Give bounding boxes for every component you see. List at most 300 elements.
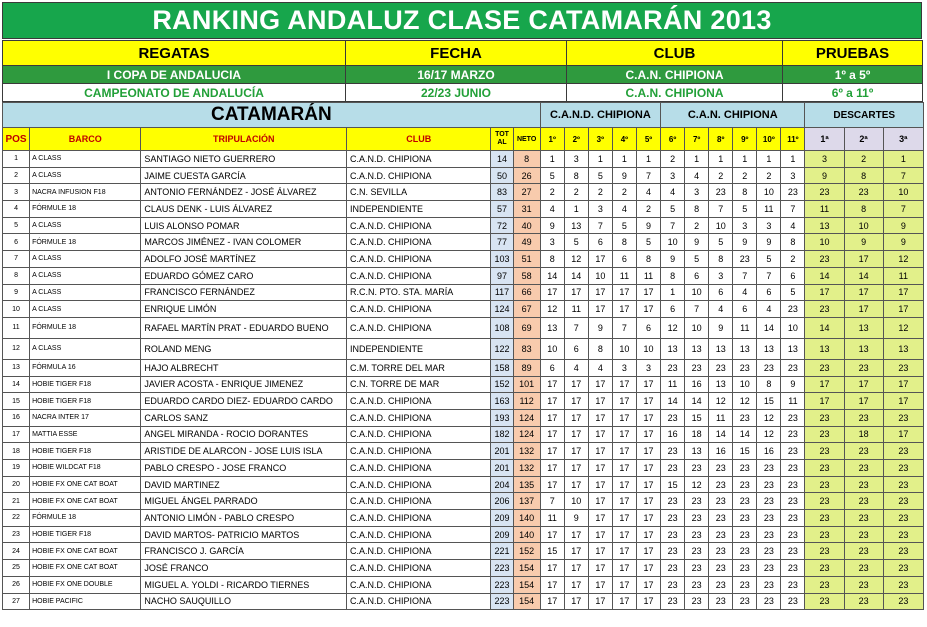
cell-net: 83: [513, 338, 540, 359]
cell-pos: 9: [3, 284, 30, 301]
cell-race-1: 17: [540, 593, 564, 610]
cell-race-1: 5: [540, 167, 564, 184]
cell-pos: 18: [3, 443, 30, 460]
cell-race-10: 23: [757, 476, 781, 493]
cell-race-5: 9: [636, 217, 660, 234]
col-race-11: 11º: [781, 128, 805, 151]
cell-race-11: 23: [781, 443, 805, 460]
cell-race-8: 2: [709, 167, 733, 184]
cell-race-5: 17: [636, 476, 660, 493]
cell-race-8: 11: [709, 409, 733, 426]
cell-race-4: 17: [612, 301, 636, 318]
cell-race-9: 14: [733, 426, 757, 443]
cell-discard-2: 23: [844, 576, 883, 593]
cell-race-4: 17: [612, 376, 636, 393]
table-row[interactable]: [3, 393, 924, 410]
cell-race-5: 8: [636, 251, 660, 268]
cell-discard-3: 7: [883, 201, 923, 218]
cell-race-3: 8: [588, 338, 612, 359]
cell-race-3: 4: [588, 359, 612, 376]
cell-net: 124: [513, 409, 540, 426]
cell-net: 140: [513, 510, 540, 527]
cell-race-9: 23: [733, 560, 757, 577]
table-row[interactable]: [3, 426, 924, 443]
cell-discard-1: 23: [805, 510, 844, 527]
cell-discard-1: 23: [805, 593, 844, 610]
cell-race-6: 23: [661, 443, 685, 460]
cell-race-7: 12: [685, 476, 709, 493]
info-regatta-name: CAMPEONATO DE ANDALUCÍA: [3, 84, 346, 102]
info-row-campeonato: [3, 84, 923, 102]
cell-boat: NACRA INTER 17: [30, 409, 141, 426]
cell-discard-1: 23: [805, 251, 844, 268]
table-row[interactable]: [3, 359, 924, 376]
cell-race-3: 5: [588, 167, 612, 184]
cell-discard-3: 12: [883, 317, 923, 338]
cell-race-11: 5: [781, 284, 805, 301]
cell-race-7: 5: [685, 251, 709, 268]
col-race-6: 6º: [661, 128, 685, 151]
cell-race-8: 23: [709, 543, 733, 560]
table-row[interactable]: [3, 267, 924, 284]
cell-total: 223: [491, 560, 513, 577]
cell-race-9: 4: [733, 284, 757, 301]
cell-race-3: 17: [588, 251, 612, 268]
cell-pos: 2: [3, 167, 30, 184]
cell-pos: 3: [3, 184, 30, 201]
cell-pos: 1: [3, 151, 30, 168]
cell-club: C.A.N.D. CHIPIONA: [347, 526, 491, 543]
cell-discard-1: 3: [805, 151, 844, 168]
cell-race-3: 17: [588, 510, 612, 527]
cell-race-1: 4: [540, 201, 564, 218]
cell-total: 103: [491, 251, 513, 268]
cell-boat: MATTIA ESSE: [30, 426, 141, 443]
table-row[interactable]: [3, 317, 924, 338]
cell-net: 137: [513, 493, 540, 510]
cell-race-11: 9: [781, 376, 805, 393]
table-row[interactable]: [3, 526, 924, 543]
cell-race-9: 1: [733, 151, 757, 168]
cell-race-11: 23: [781, 593, 805, 610]
cell-race-4: 17: [612, 543, 636, 560]
cell-race-10: 23: [757, 526, 781, 543]
cell-net: 154: [513, 560, 540, 577]
cell-race-2: 17: [564, 284, 588, 301]
cell-race-11: 23: [781, 460, 805, 477]
cell-race-8: 23: [709, 593, 733, 610]
cell-discard-3: 11: [883, 267, 923, 284]
cell-discard-2: 13: [844, 338, 883, 359]
regatta1-label: C.A.N.D. CHIPIONA: [540, 103, 660, 128]
cell-race-6: 23: [661, 526, 685, 543]
col-discard-2: 2ª: [844, 128, 883, 151]
cell-pos: 23: [3, 526, 30, 543]
cell-race-2: 17: [564, 593, 588, 610]
cell-discard-2: 2: [844, 151, 883, 168]
cell-discard-3: 23: [883, 443, 923, 460]
cell-discard-2: 17: [844, 393, 883, 410]
cell-race-9: 23: [733, 510, 757, 527]
col-net: NETO: [513, 128, 540, 151]
col-race-5: 5º: [636, 128, 660, 151]
cell-discard-1: 23: [805, 426, 844, 443]
cell-race-6: 23: [661, 359, 685, 376]
cell-club: C.M. TORRE DEL MAR: [347, 359, 491, 376]
cell-crew: ROLAND MENG: [141, 338, 347, 359]
cell-race-4: 10: [612, 338, 636, 359]
cell-race-5: 17: [636, 526, 660, 543]
cell-boat: A CLASS: [30, 151, 141, 168]
cell-race-2: 12: [564, 251, 588, 268]
cell-club: INDEPENDIENTE: [347, 201, 491, 218]
cell-crew: JAIME CUESTA GARCÍA: [141, 167, 347, 184]
cell-discard-3: 17: [883, 301, 923, 318]
col-race-1: 1º: [540, 128, 564, 151]
table-row[interactable]: [3, 443, 924, 460]
cell-club: C.A.N.D. CHIPIONA: [347, 476, 491, 493]
cell-discard-3: 23: [883, 560, 923, 577]
cell-race-4: 17: [612, 426, 636, 443]
cell-race-1: 17: [540, 476, 564, 493]
cell-race-1: 15: [540, 543, 564, 560]
table-row[interactable]: [3, 234, 924, 251]
cell-race-4: 3: [612, 359, 636, 376]
table-row[interactable]: [3, 493, 924, 510]
cell-race-9: 9: [733, 234, 757, 251]
table-row[interactable]: [3, 217, 924, 234]
cell-boat: A CLASS: [30, 217, 141, 234]
cell-race-1: 14: [540, 267, 564, 284]
cell-discard-3: 23: [883, 576, 923, 593]
cell-race-11: 6: [781, 267, 805, 284]
cell-discard-3: 17: [883, 426, 923, 443]
cell-race-8: 3: [709, 267, 733, 284]
cell-pos: 6: [3, 234, 30, 251]
cell-race-8: 13: [709, 376, 733, 393]
cell-race-6: 9: [661, 251, 685, 268]
cell-boat: A CLASS: [30, 301, 141, 318]
cell-club: C.A.N.D. CHIPIONA: [347, 151, 491, 168]
cell-total: 83: [491, 184, 513, 201]
cell-race-2: 17: [564, 426, 588, 443]
table-row[interactable]: [3, 151, 924, 168]
cell-discard-3: 17: [883, 376, 923, 393]
cell-race-9: 23: [733, 543, 757, 560]
cell-discard-3: 1: [883, 151, 923, 168]
cell-discard-2: 10: [844, 217, 883, 234]
cell-race-2: 17: [564, 560, 588, 577]
cell-race-5: 17: [636, 493, 660, 510]
cell-discard-3: 9: [883, 234, 923, 251]
cell-race-9: 23: [733, 493, 757, 510]
col-race-4: 4º: [612, 128, 636, 151]
cell-race-6: 23: [661, 493, 685, 510]
cell-race-2: 10: [564, 493, 588, 510]
cell-boat: HOBIE FX ONE CAT BOAT: [30, 543, 141, 560]
table-row[interactable]: [3, 576, 924, 593]
cell-race-7: 23: [685, 359, 709, 376]
cell-total: 108: [491, 317, 513, 338]
cell-race-6: 14: [661, 393, 685, 410]
cell-race-7: 2: [685, 217, 709, 234]
cell-total: 50: [491, 167, 513, 184]
cell-discard-2: 17: [844, 301, 883, 318]
cell-race-6: 5: [661, 201, 685, 218]
cell-race-1: 7: [540, 493, 564, 510]
cell-race-2: 14: [564, 267, 588, 284]
info-header-pruebas: PRUEBAS: [783, 41, 923, 66]
cell-race-10: 23: [757, 576, 781, 593]
cell-discard-3: 7: [883, 167, 923, 184]
cell-race-9: 23: [733, 409, 757, 426]
cell-race-10: 23: [757, 493, 781, 510]
section-header-row: [3, 103, 924, 128]
cell-race-5: 4: [636, 184, 660, 201]
cell-race-1: 2: [540, 184, 564, 201]
info-regatta-races: 1º a 5º: [783, 66, 923, 84]
info-row-copa: [3, 66, 923, 84]
cell-race-4: 17: [612, 560, 636, 577]
cell-total: 77: [491, 234, 513, 251]
col-discard-3: 3ª: [883, 128, 923, 151]
cell-pos: 26: [3, 576, 30, 593]
cell-race-7: 3: [685, 184, 709, 201]
cell-crew: DAVID MARTOS- PATRICIO MARTOS: [141, 526, 347, 543]
cell-club: C.A.N.D. CHIPIONA: [347, 443, 491, 460]
cell-race-7: 23: [685, 543, 709, 560]
table-row[interactable]: [3, 167, 924, 184]
cell-net: 58: [513, 267, 540, 284]
table-row[interactable]: [3, 560, 924, 577]
cell-discard-2: 17: [844, 251, 883, 268]
cell-race-6: 23: [661, 409, 685, 426]
cell-race-3: 17: [588, 493, 612, 510]
cell-race-1: 17: [540, 576, 564, 593]
cell-race-6: 23: [661, 593, 685, 610]
cell-club: INDEPENDIENTE: [347, 338, 491, 359]
cell-boat: A CLASS: [30, 167, 141, 184]
cell-race-11: 23: [781, 510, 805, 527]
cell-race-8: 12: [709, 393, 733, 410]
cell-pos: 19: [3, 460, 30, 477]
col-club: CLUB: [347, 128, 491, 151]
cell-race-5: 17: [636, 576, 660, 593]
table-row[interactable]: [3, 460, 924, 477]
info-regatta-date: 16/17 MARZO: [346, 66, 567, 84]
cell-race-1: 6: [540, 359, 564, 376]
cell-race-10: 23: [757, 593, 781, 610]
cell-race-4: 9: [612, 167, 636, 184]
table-row[interactable]: [3, 301, 924, 318]
cell-race-3: 17: [588, 476, 612, 493]
cell-race-10: 11: [757, 201, 781, 218]
cell-crew: ADOLFO JOSÉ MARTÍNEZ: [141, 251, 347, 268]
cell-race-2: 17: [564, 476, 588, 493]
cell-race-4: 6: [612, 251, 636, 268]
cell-race-6: 23: [661, 560, 685, 577]
col-race-10: 10º: [757, 128, 781, 151]
cell-discard-2: 23: [844, 443, 883, 460]
cell-race-4: 17: [612, 526, 636, 543]
cell-crew: PABLO CRESPO - JOSE FRANCO: [141, 460, 347, 477]
cell-total: 72: [491, 217, 513, 234]
table-row[interactable]: [3, 510, 924, 527]
cell-crew: EDUARDO CARDO DIEZ- EDUARDO CARDO: [141, 393, 347, 410]
cell-pos: 12: [3, 338, 30, 359]
cell-race-8: 4: [709, 301, 733, 318]
cell-discard-3: 13: [883, 338, 923, 359]
cell-boat: HOBIE FX ONE CAT BOAT: [30, 493, 141, 510]
cell-race-3: 9: [588, 317, 612, 338]
cell-discard-2: 17: [844, 376, 883, 393]
col-race-3: 3º: [588, 128, 612, 151]
cell-race-1: 17: [540, 376, 564, 393]
cell-net: 89: [513, 359, 540, 376]
cell-race-5: 17: [636, 543, 660, 560]
cell-total: 201: [491, 443, 513, 460]
cell-race-5: 17: [636, 284, 660, 301]
cell-club: C.A.N.D. CHIPIONA: [347, 576, 491, 593]
table-row[interactable]: [3, 338, 924, 359]
info-regatta-date: 22/23 JUNIO: [346, 84, 567, 102]
cell-race-11: 7: [781, 201, 805, 218]
regatta2-label: C.A.N. CHIPIONA: [661, 103, 805, 128]
cell-race-1: 11: [540, 510, 564, 527]
cell-crew: DAVID MARTINEZ: [141, 476, 347, 493]
table-row[interactable]: [3, 593, 924, 610]
cell-race-10: 6: [757, 284, 781, 301]
cell-race-11: 23: [781, 560, 805, 577]
cell-race-10: 12: [757, 426, 781, 443]
cell-race-5: 5: [636, 234, 660, 251]
cell-race-9: 23: [733, 251, 757, 268]
cell-boat: HOBIE FX ONE CAT BOAT: [30, 476, 141, 493]
info-header-row: [3, 41, 923, 66]
cell-discard-1: 17: [805, 284, 844, 301]
cell-club: C.A.N.D. CHIPIONA: [347, 560, 491, 577]
cell-race-11: 10: [781, 317, 805, 338]
table-row[interactable]: [3, 543, 924, 560]
cell-boat: A CLASS: [30, 338, 141, 359]
cell-race-4: 17: [612, 409, 636, 426]
table-row[interactable]: [3, 376, 924, 393]
cell-discard-2: 23: [844, 560, 883, 577]
cell-total: 201: [491, 460, 513, 477]
cell-discard-1: 23: [805, 526, 844, 543]
table-row[interactable]: [3, 409, 924, 426]
cell-race-3: 17: [588, 460, 612, 477]
cell-net: 26: [513, 167, 540, 184]
cell-race-6: 4: [661, 184, 685, 201]
cell-race-8: 23: [709, 460, 733, 477]
cell-race-8: 16: [709, 443, 733, 460]
cell-discard-1: 23: [805, 560, 844, 577]
cell-discard-1: 23: [805, 493, 844, 510]
cell-race-11: 4: [781, 217, 805, 234]
cell-boat: FÓRMULE 18: [30, 234, 141, 251]
cell-race-11: 11: [781, 393, 805, 410]
cell-net: 51: [513, 251, 540, 268]
cell-race-11: 23: [781, 526, 805, 543]
cell-club: C.A.N.D. CHIPIONA: [347, 460, 491, 477]
cell-race-3: 17: [588, 543, 612, 560]
cell-race-2: 17: [564, 376, 588, 393]
cell-race-9: 10: [733, 376, 757, 393]
info-regatta-name: I COPA DE ANDALUCIA: [3, 66, 346, 84]
col-race-2: 2º: [564, 128, 588, 151]
cell-boat: FÓRMULE 18: [30, 317, 141, 338]
cell-discard-2: 17: [844, 284, 883, 301]
cell-discard-1: 23: [805, 184, 844, 201]
cell-discard-1: 23: [805, 543, 844, 560]
cell-race-11: 23: [781, 493, 805, 510]
cell-race-11: 23: [781, 576, 805, 593]
cell-discard-3: 9: [883, 217, 923, 234]
cell-discard-1: 23: [805, 301, 844, 318]
cell-race-5: 17: [636, 409, 660, 426]
cell-race-6: 7: [661, 217, 685, 234]
cell-race-10: 8: [757, 376, 781, 393]
cell-pos: 20: [3, 476, 30, 493]
cell-boat: HOBIE WILDCAT F18: [30, 460, 141, 477]
cell-discard-1: 14: [805, 267, 844, 284]
cell-race-10: 23: [757, 543, 781, 560]
cell-discard-3: 23: [883, 593, 923, 610]
table-row[interactable]: [3, 201, 924, 218]
cell-race-6: 6: [661, 301, 685, 318]
cell-race-9: 11: [733, 317, 757, 338]
cell-boat: A CLASS: [30, 267, 141, 284]
cell-discard-1: 13: [805, 217, 844, 234]
cell-discard-2: 23: [844, 409, 883, 426]
cell-crew: FRANCISCO J. GARCÍA: [141, 543, 347, 560]
cell-race-5: 17: [636, 593, 660, 610]
table-row[interactable]: [3, 251, 924, 268]
cell-race-1: 17: [540, 393, 564, 410]
cell-pos: 13: [3, 359, 30, 376]
cell-race-3: 7: [588, 217, 612, 234]
cell-race-8: 9: [709, 317, 733, 338]
cell-total: 117: [491, 284, 513, 301]
cell-race-7: 13: [685, 443, 709, 460]
cell-race-9: 23: [733, 526, 757, 543]
cell-crew: LUIS ALONSO POMAR: [141, 217, 347, 234]
cell-race-10: 1: [757, 151, 781, 168]
table-row[interactable]: [3, 284, 924, 301]
cell-total: 193: [491, 409, 513, 426]
cell-club: C.N. TORRE DE MAR: [347, 376, 491, 393]
table-row[interactable]: [3, 476, 924, 493]
table-row[interactable]: [3, 184, 924, 201]
cell-race-10: 23: [757, 359, 781, 376]
cell-race-2: 11: [564, 301, 588, 318]
cell-boat: HOBIE PACIFIC: [30, 593, 141, 610]
cell-race-6: 11: [661, 376, 685, 393]
cell-pos: 4: [3, 201, 30, 218]
cell-total: 209: [491, 510, 513, 527]
cell-pos: 15: [3, 393, 30, 410]
cell-net: 132: [513, 443, 540, 460]
cell-discard-1: 10: [805, 234, 844, 251]
cell-total: 221: [491, 543, 513, 560]
cell-club: C.A.N.D. CHIPIONA: [347, 234, 491, 251]
cell-club: C.A.N.D. CHIPIONA: [347, 301, 491, 318]
cell-discard-2: 8: [844, 201, 883, 218]
cell-pos: 27: [3, 593, 30, 610]
cell-race-7: 16: [685, 376, 709, 393]
cell-race-10: 7: [757, 267, 781, 284]
